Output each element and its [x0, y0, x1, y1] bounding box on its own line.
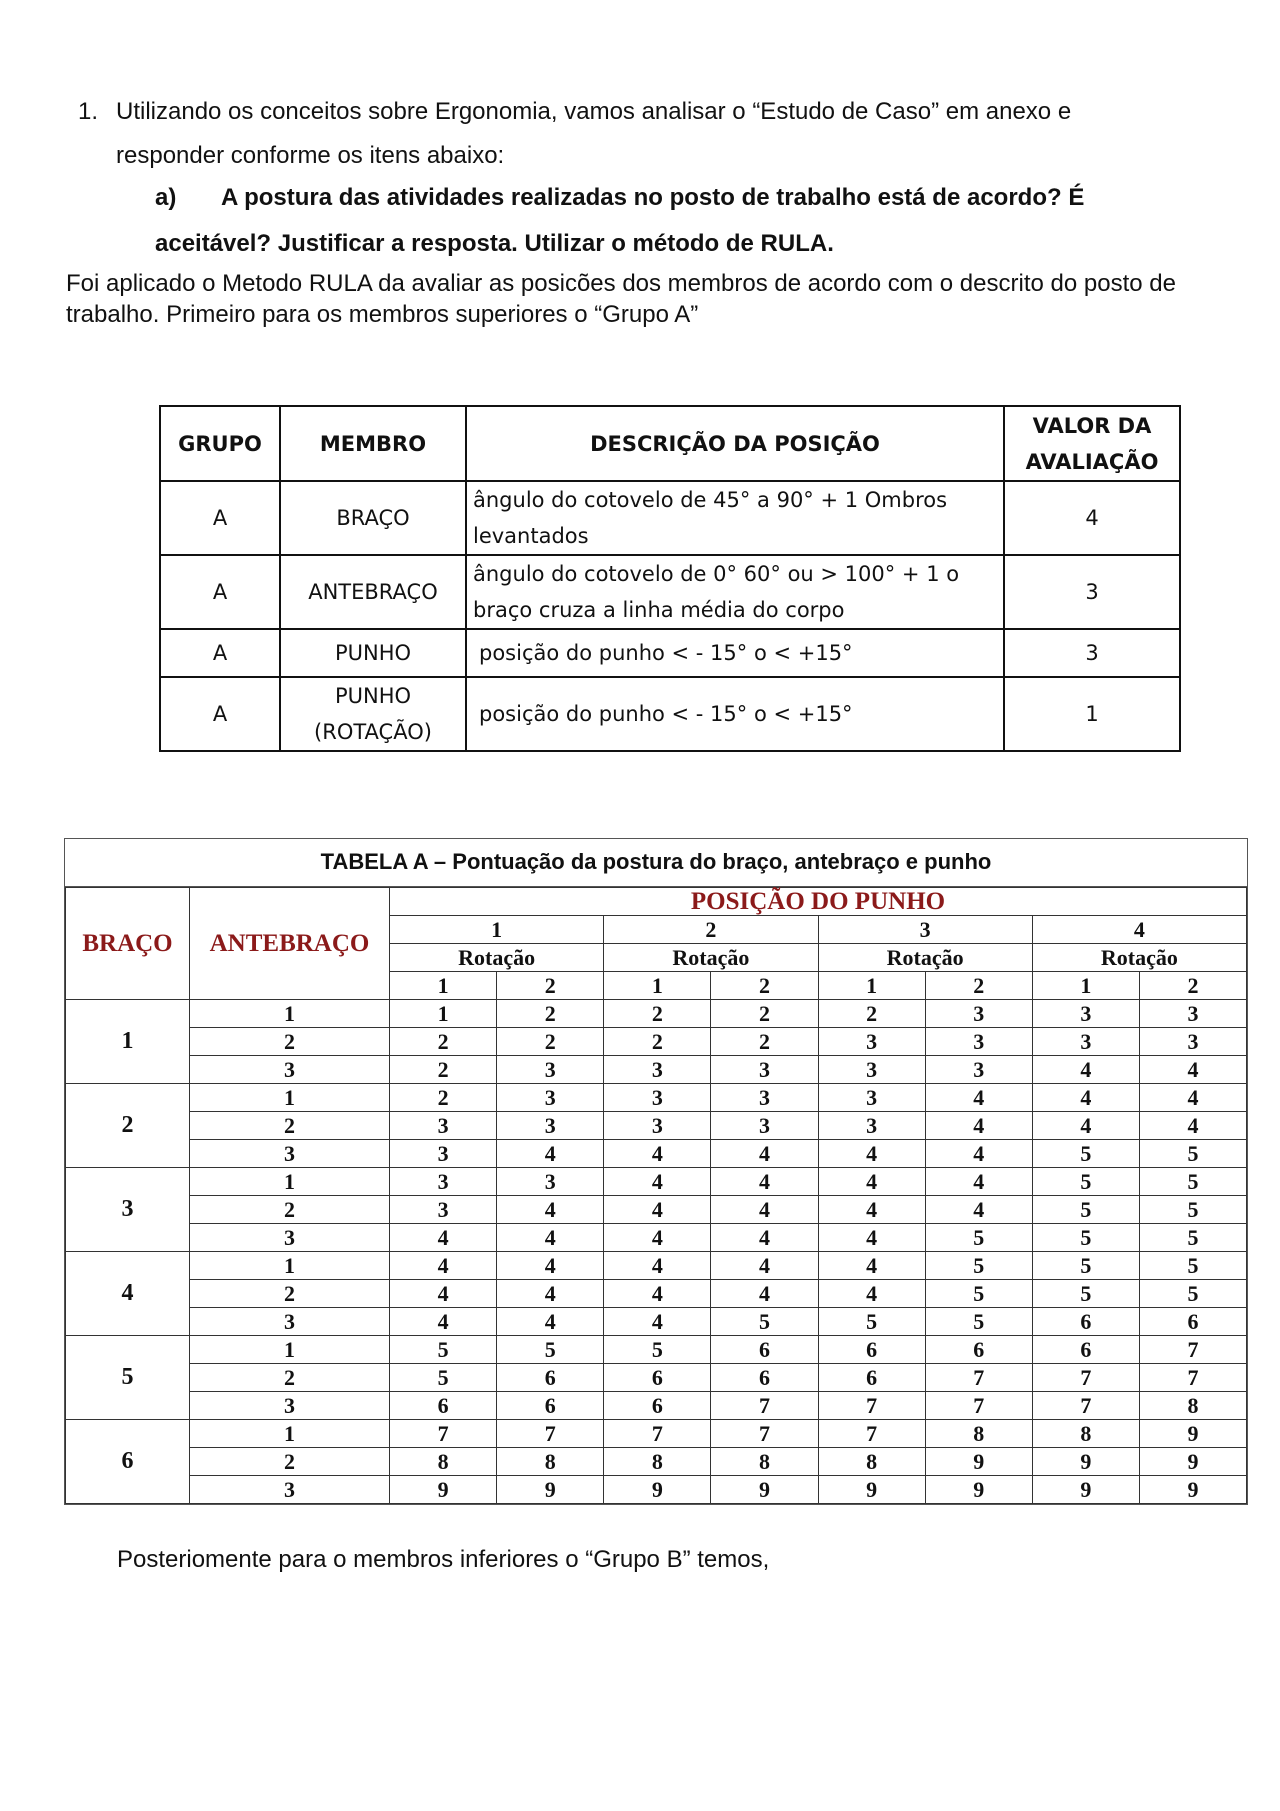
- score-cell: 5: [1032, 1224, 1139, 1252]
- score-cell: 4: [1139, 1112, 1246, 1140]
- table-row: [66, 1392, 1247, 1420]
- header-valor: VALOR DA AVALIAÇÃO: [1004, 406, 1180, 481]
- antebraco-score: 1: [190, 1168, 390, 1196]
- score-cell: 9: [1139, 1476, 1246, 1504]
- score-cell: 5: [1032, 1140, 1139, 1168]
- antebraco-score: 1: [190, 1000, 390, 1028]
- rotacao-label: Rotação: [1032, 944, 1246, 972]
- score-cell: 4: [818, 1280, 925, 1308]
- score-cell: 9: [1032, 1476, 1139, 1504]
- score-cell: 4: [604, 1140, 711, 1168]
- grupo-a-evaluation-table: [159, 405, 1181, 752]
- score-cell: 3: [497, 1084, 604, 1112]
- antebraco-score: 3: [190, 1224, 390, 1252]
- score-cell: 5: [1032, 1196, 1139, 1224]
- rotacao-label: Rotação: [818, 944, 1032, 972]
- score-cell: 2: [711, 1028, 818, 1056]
- antebraco-score: 2: [190, 1196, 390, 1224]
- score-cell: 6: [818, 1364, 925, 1392]
- cell-grupo: A: [160, 481, 280, 555]
- score-cell: 5: [925, 1308, 1032, 1336]
- score-cell: 2: [497, 1028, 604, 1056]
- score-cell: 7: [1032, 1364, 1139, 1392]
- score-cell: 4: [604, 1196, 711, 1224]
- question-line-1: Utilizando os conceitos sobre Ergonomia, vamos analisar o “Estudo de Caso” em anexo e: [116, 98, 1072, 125]
- table-row: [66, 1000, 1247, 1028]
- antebraco-score: 3: [190, 1392, 390, 1420]
- cell-grupo: A: [160, 629, 280, 677]
- rotacao-value: 1: [604, 972, 711, 1000]
- score-cell: 8: [711, 1448, 818, 1476]
- cell-grupo: A: [160, 677, 280, 751]
- col-braco-header: BRAÇO: [66, 888, 190, 1000]
- antebraco-score: 3: [190, 1140, 390, 1168]
- score-cell: 3: [711, 1084, 818, 1112]
- table-row: [160, 629, 1180, 677]
- score-cell: 5: [818, 1308, 925, 1336]
- score-cell: 5: [1139, 1224, 1246, 1252]
- antebraco-score: 1: [190, 1336, 390, 1364]
- cell-descricao: posição do punho < - 15° o < +15°: [466, 629, 1004, 677]
- score-cell: 6: [604, 1364, 711, 1392]
- tabela-a: [64, 838, 1248, 1505]
- rotacao-label: Rotação: [604, 944, 818, 972]
- score-cell: 4: [604, 1252, 711, 1280]
- table-row: [66, 1336, 1247, 1364]
- header-membro: MEMBRO: [280, 406, 466, 481]
- antebraco-score: 3: [190, 1476, 390, 1504]
- score-cell: 7: [818, 1392, 925, 1420]
- antebraco-score: 1: [190, 1252, 390, 1280]
- score-cell: 3: [818, 1056, 925, 1084]
- table-row: [66, 1140, 1247, 1168]
- score-cell: 3: [390, 1112, 497, 1140]
- score-cell: 4: [497, 1308, 604, 1336]
- score-cell: 2: [390, 1084, 497, 1112]
- score-cell: 2: [390, 1028, 497, 1056]
- score-cell: 4: [497, 1224, 604, 1252]
- score-cell: 2: [390, 1056, 497, 1084]
- table-row: [66, 1084, 1247, 1112]
- score-cell: 3: [1139, 1000, 1246, 1028]
- tabela-a-caption: TABELA A – Pontuação da postura do braço, antebraço e punho: [65, 839, 1247, 887]
- question-a: [155, 175, 1195, 267]
- score-cell: 4: [818, 1252, 925, 1280]
- question-a-line-2: aceitável? Justificar a resposta. Utilizar o método de RULA.: [155, 230, 834, 257]
- cell-valor: 3: [1004, 629, 1180, 677]
- rotacao-value: 1: [818, 972, 925, 1000]
- score-cell: 4: [1032, 1056, 1139, 1084]
- score-cell: 8: [604, 1448, 711, 1476]
- score-cell: 5: [1139, 1140, 1246, 1168]
- score-cell: 9: [711, 1476, 818, 1504]
- braco-score: 5: [66, 1336, 190, 1420]
- header-descricao: DESCRIÇÃO DA POSIÇÃO: [466, 406, 1004, 481]
- score-cell: 4: [711, 1252, 818, 1280]
- table-row: [66, 1056, 1247, 1084]
- score-cell: 9: [497, 1476, 604, 1504]
- score-cell: 7: [711, 1392, 818, 1420]
- score-cell: 3: [604, 1112, 711, 1140]
- score-cell: 4: [604, 1308, 711, 1336]
- score-cell: 7: [925, 1364, 1032, 1392]
- score-cell: 4: [818, 1140, 925, 1168]
- score-cell: 3: [390, 1196, 497, 1224]
- score-cell: 9: [1139, 1420, 1246, 1448]
- score-cell: 6: [1139, 1308, 1246, 1336]
- score-cell: 2: [711, 1000, 818, 1028]
- score-cell: 3: [1139, 1028, 1246, 1056]
- score-cell: 2: [497, 1000, 604, 1028]
- score-cell: 8: [390, 1448, 497, 1476]
- score-cell: 6: [818, 1336, 925, 1364]
- antebraco-score: 3: [190, 1308, 390, 1336]
- score-cell: 4: [390, 1280, 497, 1308]
- score-cell: 5: [390, 1364, 497, 1392]
- score-cell: 4: [497, 1196, 604, 1224]
- rotacao-value: 2: [497, 972, 604, 1000]
- cell-descricao: ângulo do cotovelo de 0° 60° ou > 100° + 1 o braço cruza a linha média do corpo: [466, 555, 1004, 629]
- score-cell: 6: [497, 1364, 604, 1392]
- score-cell: 4: [711, 1140, 818, 1168]
- antebraco-score: 2: [190, 1028, 390, 1056]
- score-cell: 6: [711, 1364, 818, 1392]
- score-cell: 5: [604, 1336, 711, 1364]
- score-cell: 9: [604, 1476, 711, 1504]
- score-cell: 2: [818, 1000, 925, 1028]
- table-row: [160, 481, 1180, 555]
- score-cell: 7: [1032, 1392, 1139, 1420]
- score-cell: 4: [497, 1140, 604, 1168]
- col-antebraco-header: ANTEBRAÇO: [190, 888, 390, 1000]
- question-1: [78, 90, 1218, 178]
- cell-grupo: A: [160, 555, 280, 629]
- question-line-2: responder conforme os itens abaixo:: [116, 142, 505, 169]
- score-cell: 3: [818, 1112, 925, 1140]
- score-cell: 6: [497, 1392, 604, 1420]
- score-cell: 4: [1032, 1084, 1139, 1112]
- score-cell: 4: [390, 1308, 497, 1336]
- score-cell: 4: [1139, 1084, 1246, 1112]
- antebraco-score: 2: [190, 1364, 390, 1392]
- table-row: [66, 1420, 1247, 1448]
- cell-descricao: ângulo do cotovelo de 45° a 90° + 1 Ombros levantados: [466, 481, 1004, 555]
- punho-position: 1: [390, 916, 604, 944]
- table-row: [66, 1112, 1247, 1140]
- score-cell: 5: [1032, 1280, 1139, 1308]
- score-cell: 4: [604, 1168, 711, 1196]
- score-cell: 6: [925, 1336, 1032, 1364]
- score-cell: 8: [818, 1448, 925, 1476]
- table-row: [160, 555, 1180, 629]
- score-cell: 5: [925, 1280, 1032, 1308]
- score-cell: 8: [1032, 1420, 1139, 1448]
- score-cell: 9: [390, 1476, 497, 1504]
- score-cell: 3: [925, 1056, 1032, 1084]
- score-cell: 1: [390, 1000, 497, 1028]
- score-cell: 3: [390, 1140, 497, 1168]
- braco-score: 2: [66, 1084, 190, 1168]
- score-cell: 4: [604, 1280, 711, 1308]
- table-row: [66, 1280, 1247, 1308]
- table-row: [66, 1196, 1247, 1224]
- score-cell: 5: [1139, 1280, 1246, 1308]
- membro-line-2: (ROTAÇÃO): [314, 720, 432, 744]
- braco-score: 1: [66, 1000, 190, 1084]
- score-cell: 5: [711, 1308, 818, 1336]
- cell-membro: PUNHO: [280, 629, 466, 677]
- cell-valor: 3: [1004, 555, 1180, 629]
- score-cell: 7: [604, 1420, 711, 1448]
- score-cell: 4: [925, 1140, 1032, 1168]
- score-cell: 9: [1139, 1448, 1246, 1476]
- rotacao-value: 2: [711, 972, 818, 1000]
- score-cell: 5: [390, 1336, 497, 1364]
- score-cell: 4: [925, 1168, 1032, 1196]
- score-cell: 9: [925, 1476, 1032, 1504]
- cell-descricao: posição do punho < - 15° o < +15°: [466, 677, 1004, 751]
- table-row: [66, 1364, 1247, 1392]
- score-cell: 3: [925, 1028, 1032, 1056]
- antebraco-score: 3: [190, 1056, 390, 1084]
- score-cell: 6: [604, 1392, 711, 1420]
- table-row: [66, 1224, 1247, 1252]
- score-cell: 3: [604, 1056, 711, 1084]
- score-cell: 5: [925, 1252, 1032, 1280]
- rotacao-value: 1: [390, 972, 497, 1000]
- table-row: [66, 1448, 1247, 1476]
- score-cell: 4: [390, 1224, 497, 1252]
- punho-position: 2: [604, 916, 818, 944]
- score-cell: 6: [1032, 1336, 1139, 1364]
- score-cell: 6: [1032, 1308, 1139, 1336]
- rotacao-value: 2: [925, 972, 1032, 1000]
- score-cell: 6: [390, 1392, 497, 1420]
- score-cell: 4: [818, 1196, 925, 1224]
- cell-valor: 4: [1004, 481, 1180, 555]
- score-cell: 3: [390, 1168, 497, 1196]
- score-cell: 4: [711, 1196, 818, 1224]
- score-cell: 4: [604, 1224, 711, 1252]
- score-cell: 9: [1032, 1448, 1139, 1476]
- score-cell: 8: [497, 1448, 604, 1476]
- score-cell: 3: [818, 1084, 925, 1112]
- table-row: [160, 677, 1180, 751]
- header-grupo: GRUPO: [160, 406, 280, 481]
- score-cell: 7: [818, 1420, 925, 1448]
- braco-score: 3: [66, 1168, 190, 1252]
- score-cell: 4: [497, 1280, 604, 1308]
- score-cell: 7: [925, 1392, 1032, 1420]
- score-cell: 3: [818, 1028, 925, 1056]
- question-number: 1.: [78, 98, 99, 125]
- score-cell: 4: [497, 1252, 604, 1280]
- score-cell: 4: [818, 1224, 925, 1252]
- score-cell: 4: [818, 1168, 925, 1196]
- braco-score: 6: [66, 1420, 190, 1504]
- score-cell: 4: [925, 1084, 1032, 1112]
- score-cell: 3: [497, 1168, 604, 1196]
- antebraco-score: 2: [190, 1112, 390, 1140]
- score-cell: 2: [604, 1000, 711, 1028]
- intro-paragraph: [66, 268, 1266, 330]
- rotacao-label: Rotação: [390, 944, 604, 972]
- antebraco-score: 2: [190, 1448, 390, 1476]
- score-cell: 8: [925, 1420, 1032, 1448]
- score-cell: 7: [390, 1420, 497, 1448]
- punho-position: 3: [818, 916, 1032, 944]
- cell-membro: [280, 677, 466, 751]
- score-cell: 5: [1139, 1196, 1246, 1224]
- score-cell: 4: [711, 1280, 818, 1308]
- rotacao-value: 2: [1139, 972, 1246, 1000]
- score-cell: 3: [1032, 1028, 1139, 1056]
- grupo-b-paragraph: Posteriomente para o membros inferiores o “Grupo B” temos,: [117, 1546, 770, 1573]
- antebraco-score: 2: [190, 1280, 390, 1308]
- score-cell: 4: [711, 1224, 818, 1252]
- table-row: [66, 1308, 1247, 1336]
- cell-membro: ANTEBRAÇO: [280, 555, 466, 629]
- score-cell: 3: [497, 1056, 604, 1084]
- cell-membro: BRAÇO: [280, 481, 466, 555]
- score-cell: 7: [1139, 1364, 1246, 1392]
- table-row: [66, 1252, 1247, 1280]
- score-cell: 5: [1032, 1252, 1139, 1280]
- table-row: [66, 1168, 1247, 1196]
- score-cell: 3: [711, 1112, 818, 1140]
- question-a-line-1: A postura das atividades realizadas no posto de trabalho está de acordo? É: [221, 184, 1085, 211]
- table-row: [66, 1476, 1247, 1504]
- score-cell: 4: [925, 1196, 1032, 1224]
- antebraco-score: 1: [190, 1420, 390, 1448]
- score-cell: 2: [604, 1028, 711, 1056]
- score-cell: 5: [497, 1336, 604, 1364]
- membro-line-1: PUNHO: [334, 684, 412, 708]
- score-cell: 5: [1139, 1252, 1246, 1280]
- rotacao-value: 1: [1032, 972, 1139, 1000]
- score-cell: 8: [1139, 1392, 1246, 1420]
- score-cell: 5: [925, 1224, 1032, 1252]
- question-a-label: a): [155, 184, 177, 211]
- score-cell: 7: [1139, 1336, 1246, 1364]
- score-cell: 3: [925, 1000, 1032, 1028]
- score-cell: 4: [711, 1168, 818, 1196]
- score-cell: 5: [1139, 1168, 1246, 1196]
- punho-position: 4: [1032, 916, 1246, 944]
- score-cell: 9: [925, 1448, 1032, 1476]
- braco-score: 4: [66, 1252, 190, 1336]
- score-cell: 9: [818, 1476, 925, 1504]
- cell-valor: 1: [1004, 677, 1180, 751]
- intro-line-1: Foi aplicado o Metodo RULA da avaliar as posicões dos membros de acordo com o descrito do posto de: [66, 270, 1176, 297]
- score-cell: 5: [1032, 1168, 1139, 1196]
- score-cell: 6: [711, 1336, 818, 1364]
- score-cell: 3: [711, 1056, 818, 1084]
- score-cell: 7: [711, 1420, 818, 1448]
- score-cell: 4: [390, 1252, 497, 1280]
- table-row: [66, 1028, 1247, 1056]
- intro-line-2: trabalho. Primeiro para os membros superiores o “Grupo A”: [66, 301, 699, 328]
- posicao-punho-header: POSIÇÃO DO PUNHO: [390, 888, 1247, 916]
- score-cell: 4: [925, 1112, 1032, 1140]
- score-cell: 4: [1032, 1112, 1139, 1140]
- antebraco-score: 1: [190, 1084, 390, 1112]
- score-cell: 4: [1139, 1056, 1246, 1084]
- score-cell: 3: [497, 1112, 604, 1140]
- score-cell: 7: [497, 1420, 604, 1448]
- score-cell: 3: [604, 1084, 711, 1112]
- score-cell: 3: [1032, 1000, 1139, 1028]
- tabela-a-grid: [65, 887, 1247, 1504]
